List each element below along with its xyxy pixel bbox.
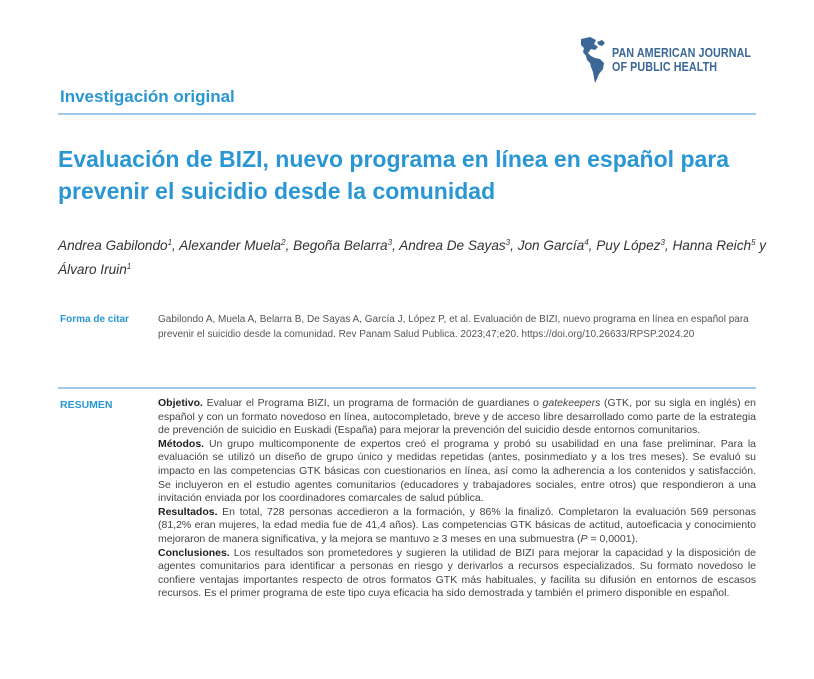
journal-name-line1: PAN AMERICAN JOURNAL	[612, 46, 752, 60]
author-name: Begoña Belarra	[293, 238, 388, 253]
author-affiliation: 2	[281, 238, 286, 247]
objetivo-text-a: Evaluar el Programa BIZI, un programa de formación de guardianes o	[202, 397, 543, 409]
abstract-objetivo	[158, 397, 756, 438]
americas-map-icon	[578, 36, 610, 84]
section-label: Investigación original	[60, 87, 235, 106]
author-list	[58, 232, 778, 280]
resultados-text-b: = 0,0001).	[587, 532, 638, 545]
author-separator: ,	[588, 238, 597, 253]
author-name: Puy López	[596, 238, 661, 253]
abstract-body	[158, 397, 756, 601]
author-affiliation: 1	[126, 262, 132, 271]
author-affiliation: 4	[584, 238, 589, 247]
author-name: Andrea De Sayas	[399, 238, 506, 253]
author-name: Andrea Gabilondo	[58, 238, 168, 253]
author-name: Alexander Muela	[179, 238, 282, 253]
author-affiliation: 3	[387, 238, 393, 247]
journal-logo	[578, 36, 752, 84]
author-name: Hanna Reich	[672, 238, 752, 253]
author-affiliation: 1	[167, 238, 173, 247]
author-separator: ,	[392, 238, 400, 253]
author-affiliation: 5	[751, 238, 756, 247]
conclusiones-text: Los resultados son prometedores y sugieren la utilidad de BIZI para mejorar la capacidad y la disposición de agentes comunitarios para identificar a personas en riesgo y derivarlos a recursos especializados. Su formato novedoso le confiere ventajas importantes respecto de otros formatos GTK más habituales, y facilita su difusión en entornos de escasos recursos. Es el primer programa de este tipo cuya eficacia ha sido demostrada y también el primero disponible en español.	[158, 546, 756, 600]
article-title: Evaluación de BIZI, nuevo programa en línea en español para prevenir el suicidio desde la comunidad	[58, 146, 730, 204]
author-separator: ,	[285, 238, 294, 253]
author-separator: y	[755, 238, 767, 253]
metodos-text: Un grupo multicomponente de expertos creó el programa y probó su usabilidad en una fase preliminar. Para la evaluación se utilizó un diseño de grupo único y medidas repetidas (antes, posinmediato y a los tres meses). Se evaluó su impacto en las competencias GTK básicas con cuestionarios en línea, así como la adherencia a los contenidos y satisfacción. Se incluyeron en el estudio agentes comunitarios (educadores y trabajadores sociales, entre otros) que respondieron a una invitación enviada por los coordinadores comarcales de salud pública.	[158, 437, 756, 505]
abstract-conclusiones	[158, 547, 756, 601]
resultados-p-symbol: P	[580, 532, 588, 545]
journal-name	[612, 46, 751, 74]
abstract-divider	[58, 387, 756, 389]
objetivo-heading: Objetivo.	[158, 397, 203, 409]
section-divider	[58, 113, 756, 115]
journal-name-line2: OF PUBLIC HEALTH	[612, 60, 718, 74]
author-affiliation: 3	[660, 238, 665, 247]
resultados-heading: Resultados.	[158, 505, 218, 518]
author-separator: ,	[664, 238, 673, 253]
abstract-metodos	[158, 438, 756, 506]
resultados-text-a: En total, 728 personas accedieron a la formación, y 86% la finalizó. Completaron la evaluación 569 personas (81,2% eran mujeres, la edad media fue de 41,4 años). Las competencias GTK básicas de actitud, autoeficacia y conocimiento mejoraron de manera significativa, y la mejora se mantuvo ≥ 3 meses en una submuestra (	[158, 505, 756, 545]
metodos-heading: Métodos.	[158, 437, 205, 450]
abstract-resultados	[158, 506, 756, 547]
abstract-label: RESUMEN	[60, 399, 113, 411]
author-affiliation: 3	[505, 238, 511, 247]
conclusiones-heading: Conclusiones.	[158, 546, 230, 559]
citation-label: Forma de citar	[60, 314, 129, 325]
author-name: Álvaro Iruin	[58, 262, 127, 277]
author-separator: ,	[172, 238, 180, 253]
objetivo-text-b: (GTK, por su sigla en inglés) en español y con un formato novedoso en línea, autocompletado, breve y de acceso libre desarrollado como parte de la estrategia de prevención de suicidio en Euskadi (España) para mejorar la prevención del suicidio desde entornos comunitarios.	[158, 397, 756, 437]
citation-text: Gabilondo A, Muela A, Belarra B, De Sayas A, García J, López P, et al. Evaluación de BIZI, nuevo programa en línea en español para prevenir el suicidio desde la comunidad. Rev Panam Salud Publica. 2023;47;e20. https://doi.org/10.26633/RPSP.2024.20	[158, 314, 749, 340]
author-name: Jon García	[517, 238, 585, 253]
objetivo-term: gatekeepers	[542, 397, 601, 409]
author-separator: ,	[510, 238, 518, 253]
